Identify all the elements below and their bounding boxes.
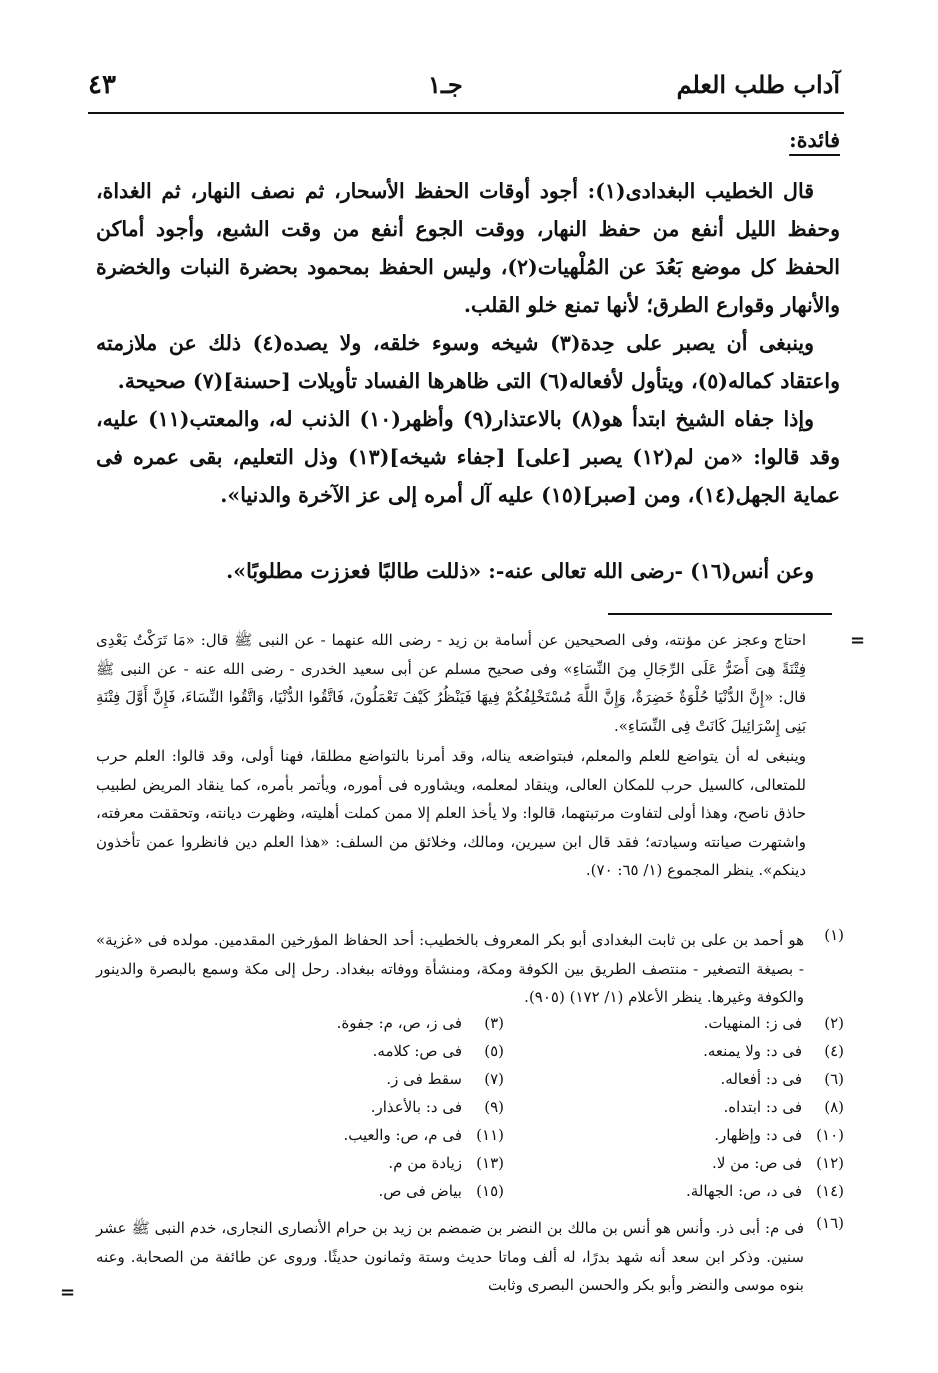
footnote-continuation: احتاج وعجز عن مؤنته، وفى الصحيحين عن أسامة بن زيد - رضى الله عنهما - عن النبى ﷺ قال: «مَا تَرَكْتُ بَعْدِى فِتْنَةً هِىَ أَضَرُّ عَلَى الرِّجَالِ مِنَ النِّسَاءِ» وفى صحيح مسلم عن أبى سعيد الخدرى - رضى الله عنه - عن النبى ﷺ قال: «إِنَّ الدُّنْيَا حُلْوَةٌ خَضِرَةٌ، وَإِنَّ اللَّهَ مُسْتَخْلِفُكُمْ فِيهَا فَيَنْظُرُ كَيْفَ تَعْمَلُونَ، فَاتَّقُوا الدُّنْيَا، وَاتَّقُوا النِّسَاءَ، فَإِنَّ أَوَّلَ فِتْنَةِ بَنِى إِسْرَائِيلَ كَانَتْ فِى النِّسَاءِ». [96,631,806,735]
footnote-number: (١٠) [816,1126,844,1144]
footnote-number: (٩) [484,1098,504,1116]
footnote-text: بياض فى ص. [378,1182,462,1200]
paragraph: قال الخطيب البغدادى(١): أجود أوقات الحفظ الأسحار، ثم نصف النهار، ثم الغداة، وحفظ الليل أنفع من حفظ النهار، ووقت الجوع أنفع من وقت الشبع، وأجود أماكن الحفظ كل موضع بَعُدَ عن المُلْهيات(٢)، وليس الحفظ بمحمود بحضرة النبات والخضرة والأنهار وقوارع الطرق؛ لأنها تمنع خلو القلب. [96,179,841,317]
footnote-number: (١٤) [816,1182,844,1200]
footnote-item [721,1070,844,1088]
footnote-text: سقط فى ز. [386,1070,462,1088]
footnote-number: (١٦) [816,1214,844,1232]
footnote-item [371,1098,504,1116]
footnote-item [386,1070,504,1088]
footnote-text: فى ص: من لا. [712,1154,802,1172]
paragraph: وعن أنس(١٦) -رضى الله تعالى عنه-: «ذللت طالبًا فعززت مطلوبًا». [226,559,814,583]
footnote-text: فى ص: كلامه. [372,1042,462,1060]
footnote-number: (١١) [476,1126,504,1144]
footnote-text: فى د: بالأعذار. [370,1098,462,1116]
footnote-text: فى م: أبى ذر. وأنس هو أنس بن مالك بن النضر بن ضمضم بن زيد بن حرام الأنصارى النجارى، خدم النبى ﷺ عشر سنين. وذكر ابن سعد أنه شهد بدرًا، له ألف وماتا حديث وستة وثمانون حديثًا. وروى عن طائفة من الصحابة. وعنه بنوه موسى والنضر وأبو بكر والحسن البصرى وثابت [96,1219,804,1294]
footnote-text: فى د، ص: الجهالة. [686,1182,802,1200]
footnote-item [686,1182,844,1200]
footnote-item [337,1014,504,1032]
footnote-item [714,1126,844,1144]
footnote-item [373,1042,504,1060]
footnote-number: (٤) [824,1042,844,1060]
footnote-continuation: وينبغى له أن يتواضع للعلم والمعلم، فبتواضعه يناله، وقد أمرنا بالتواضع مطلقا، فهنا أولى، وقد قالوا: العلم حرب للمتعالى، كالسيل حرب للمكان العالى، وينقاد لمعلمه، ويشاوره فى أموره، ويأتمر بأمره، كما ينقاد المريض لطبيب حاذق ناصح، وهذا أولى لتفاوت مرتبتهما، قالوا: ولا يأخذ العلم إلا ممن كملت أهليته، وظهرت ديانته، وتحققت معرفته، واشتهرت صيانته وسيادته؛ فقد قال ابن سيرين، ومالك، وخلائق من السلف: «هذا العلم دين فانظروا عمن تأخذون دينكم». ينظر المجموع (١/ ٦٥: ٧٠). [96,747,806,879]
footnote-separator [608,613,832,615]
footnote-number: (٦) [824,1070,844,1088]
header-rule [88,112,844,114]
footnote-number: (٧) [484,1070,504,1088]
footnote-number: (١) [824,926,844,944]
footnote-item [343,1126,504,1144]
page-number: ٤٣ [88,70,116,100]
footnote-text: فى م، ص: والعيب. [343,1126,462,1144]
book-title: آداب طلب العلم [676,70,840,99]
footnote-text: فى ز، ص، م: جفوة. [336,1014,462,1032]
footnote-item [703,1042,844,1060]
footnote-text: فى ز: المنهيات. [703,1014,802,1032]
section-heading: فائدة: [789,128,840,152]
footnote-item [378,1182,504,1200]
continuation-marker: = [850,630,866,651]
footnote-number: (٣) [484,1014,504,1032]
footnote-item [704,1014,844,1032]
footnote-text: فى د: وإظهار. [714,1126,802,1144]
footnote-text: فى د: ابتداه. [723,1098,802,1116]
footnote-text: هو أحمد بن على بن ثابت البغدادى أبو بكر المعروف بالخطيب: أحد الحفاظ المؤرخين المقدمين. مولده فى «غزية» - بصيغة التصغير - منتصف الطريق بين الكوفة ومكة، ومنشأة ووفاته ببغداد. رحل إلى مكة وسمع بالبصرة والدينور والكوفة وغيرها. ينظر الأعلام (١/ ١٧٢) (٩٠٥). [96,931,804,1006]
footnote-text: فى د: أفعاله. [720,1070,802,1088]
footnote-text: فى د: ولا يمنعه. [703,1042,802,1060]
footnote-number: (١٢) [816,1154,844,1172]
end-continuation-marker: = [60,1282,76,1303]
footnote-number: (٥) [484,1042,504,1060]
paragraph: وإذا جفاه الشيخ ابتدأ هو(٨) بالاعتذار(٩) وأظهر(١٠) الذنب له، والمعتب(١١) عليه، وقد قالوا: «من لم(١٢) يصبر [على] [جفاء شيخه](١٣) وذل التعليم، بقى عمره فى عماية الجهل(١٤)، ومن [صبر](١٥) عليه آل أمره إلى عز الآخرة والدنيا». [96,407,840,507]
running-header [88,70,840,110]
footnote-text: زيادة من م. [388,1154,462,1172]
volume-label: جـ١ [428,70,463,99]
paragraph: وينبغى أن يصبر على حِدة(٣) شيخه وسوء خلقه، ولا يصده(٤) ذلك عن ملازمته واعتقاد كماله(٥)، ويتأول لأفعاله(٦) التى ظاهرها الفساد تأويلات [حسنة](٧) صحيحة. [96,331,840,393]
footnote-item [712,1154,844,1172]
footnote-number: (١٥) [476,1182,504,1200]
footnote-number: (٨) [824,1098,844,1116]
footnote-item [388,1154,504,1172]
footnote-number: (١٣) [476,1154,504,1172]
footnote-item [724,1098,844,1116]
footnote-number: (٢) [824,1014,844,1032]
